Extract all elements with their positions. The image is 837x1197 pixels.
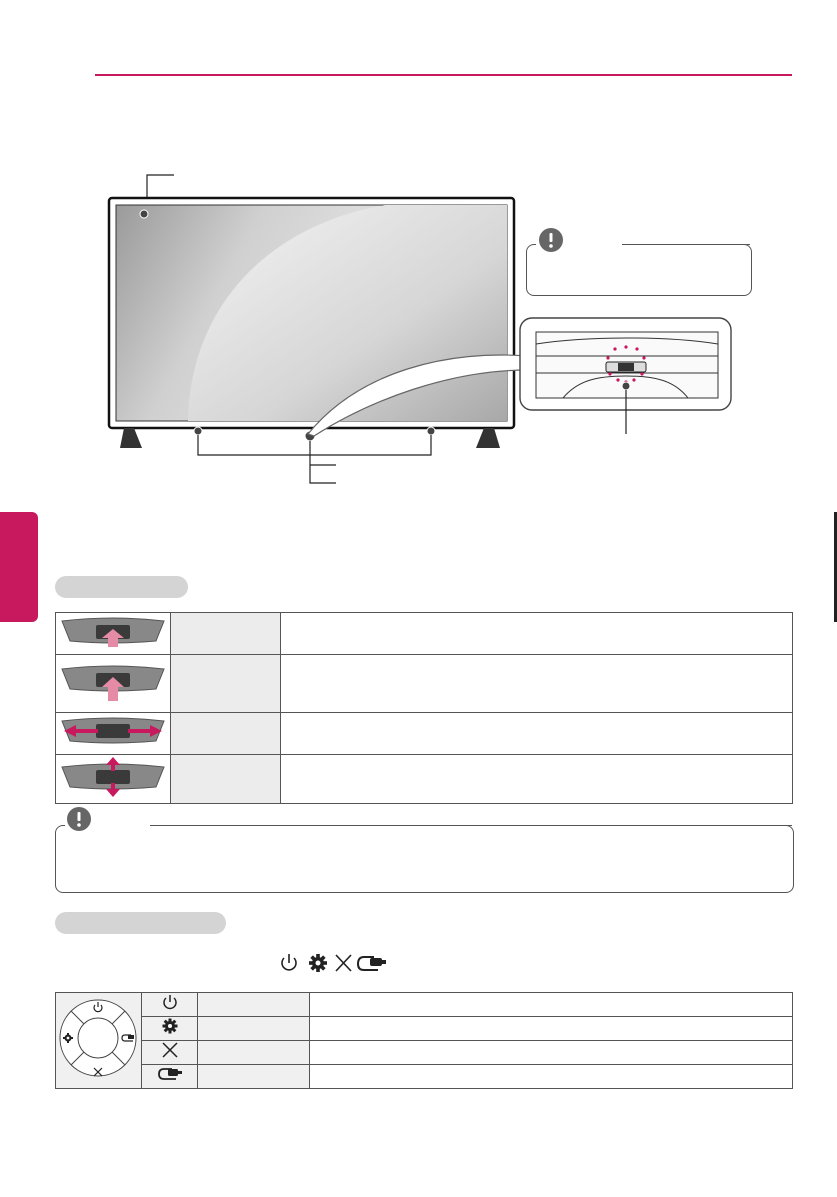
arrow-up-icon [56, 655, 170, 707]
table-row [56, 1065, 793, 1089]
close-icon [336, 955, 351, 971]
note-box-bottom [55, 825, 794, 893]
screen-marker [140, 210, 148, 218]
section-tab [0, 512, 38, 622]
power-icon [160, 993, 180, 1011]
table-row [56, 613, 793, 655]
stand-left [120, 428, 142, 448]
close-icon [160, 1041, 180, 1059]
section-heading-joystick [55, 576, 188, 598]
zoom-bubble [300, 330, 540, 440]
arrow-up-down-icon [56, 755, 170, 798]
header-rule [95, 74, 792, 76]
gear-icon [160, 1017, 180, 1035]
gear-icon [309, 954, 327, 972]
table-row [56, 1041, 793, 1065]
table-row [56, 655, 793, 713]
power-icon [282, 954, 296, 970]
joystick-inset [518, 316, 738, 436]
table-row [56, 713, 793, 755]
joystick-menu-diagram [56, 995, 141, 1081]
exclamation-icon [66, 806, 92, 832]
joystick-callout [310, 441, 336, 483]
input-icon [358, 957, 386, 970]
speaker-marker-left [194, 427, 202, 435]
input-icon [156, 1065, 184, 1083]
table-row [56, 993, 793, 1017]
arrow-left-right-icon [56, 713, 170, 749]
menu-icons-inline [278, 952, 390, 974]
exclamation-icon [538, 227, 564, 253]
table-row [56, 755, 793, 804]
section-heading-menu [55, 912, 226, 934]
arrow-up-icon [56, 613, 170, 649]
menu-table [55, 992, 793, 1089]
joystick-table [55, 612, 793, 804]
table-row [56, 1017, 793, 1041]
